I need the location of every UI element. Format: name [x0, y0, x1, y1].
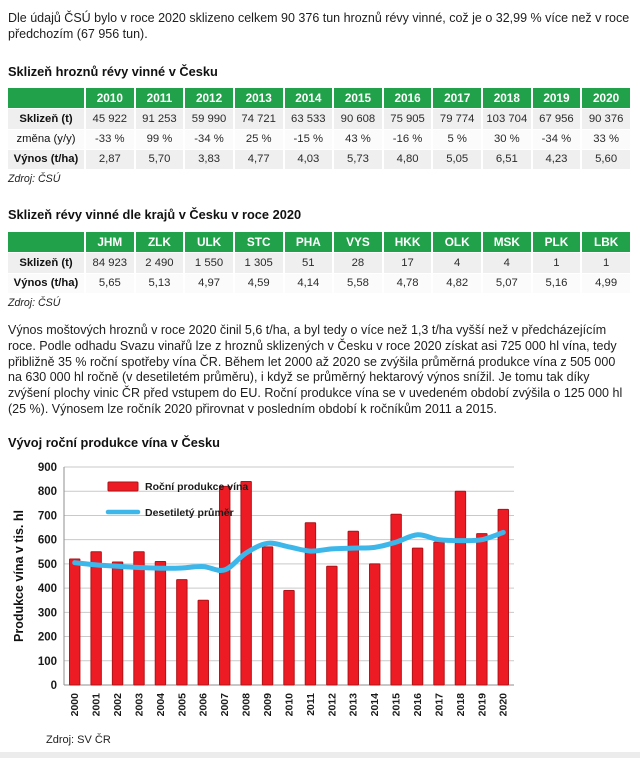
y-tick-label: 500 — [37, 558, 57, 571]
table-row — [8, 150, 630, 169]
table-cell: 91 253 — [136, 109, 184, 128]
table-cell: -33 % — [86, 130, 134, 149]
table-row — [8, 130, 630, 149]
table-cell: -34 % — [533, 130, 581, 149]
table-cell: 4 — [483, 253, 531, 272]
x-tick-label: 2018 — [454, 692, 467, 717]
bar — [284, 590, 294, 684]
y-tick-label: 300 — [37, 607, 57, 620]
bar — [434, 542, 444, 685]
x-tick-label: 2003 — [133, 692, 146, 717]
table-cell: 4,14 — [285, 274, 333, 293]
chart-title: Vývoj roční produkce vína v Česku — [8, 434, 220, 450]
table-cell: 84 923 — [86, 253, 134, 272]
column-header: JHM — [86, 232, 134, 253]
column-header: ULK — [185, 232, 233, 253]
column-header: ZLK — [136, 232, 184, 253]
table-cell: 17 — [384, 253, 432, 272]
row-label: Výnos (t/ha) — [8, 274, 84, 293]
table-cell: 103 704 — [483, 109, 531, 128]
table-cell: 5,65 — [86, 274, 134, 293]
column-header: 2017 — [433, 88, 481, 109]
table-cell: 90 376 — [582, 109, 630, 128]
x-tick-label: 2013 — [347, 692, 360, 717]
bar — [477, 533, 487, 684]
table-cell: 4,80 — [384, 150, 432, 169]
table-cell: 63 533 — [285, 109, 333, 128]
table-cell: 5 % — [433, 130, 481, 149]
table-cell: 4,99 — [582, 274, 630, 293]
table2-title: Sklizeň révy vinné dle krajů v Česku v roce 2020 — [8, 207, 302, 223]
column-header: 2019 — [533, 88, 581, 109]
column-header: PHA — [285, 232, 333, 253]
column-header: 2014 — [285, 88, 333, 109]
y-tick-label: 900 — [37, 461, 57, 474]
bar — [91, 552, 101, 685]
y-tick-label: 600 — [37, 534, 57, 547]
column-header: HKK — [384, 232, 432, 253]
y-tick-label: 700 — [37, 510, 57, 523]
y-axis-labels — [38, 462, 57, 692]
x-tick-label: 2011 — [304, 692, 317, 716]
row-label: Výnos (t/ha) — [8, 150, 84, 169]
bar — [455, 491, 465, 685]
table-cell: -34 % — [185, 130, 233, 149]
bar — [241, 481, 251, 684]
legend-bar-label: Roční produkce vína — [145, 480, 249, 493]
bar — [112, 562, 122, 685]
table-cell: 79 774 — [433, 109, 481, 128]
table-cell: 1 305 — [235, 253, 283, 272]
table-cell: 6,51 — [483, 150, 531, 169]
table-row — [8, 109, 630, 128]
x-tick-label: 2006 — [197, 692, 210, 717]
bar — [198, 600, 208, 685]
table-cell: 2 490 — [136, 253, 184, 272]
x-tick-label: 2010 — [283, 692, 296, 717]
table-cell: 4,97 — [185, 274, 233, 293]
x-tick-label: 2001 — [90, 692, 103, 717]
y-tick-label: 100 — [37, 655, 57, 668]
legend-line-label: Desetiletý průměr — [145, 506, 234, 519]
column-header: 2018 — [483, 88, 531, 109]
chart-source: Zdroj: SV ČR — [46, 733, 111, 746]
table-body — [8, 253, 630, 292]
x-axis-labels — [69, 693, 510, 717]
bar — [305, 523, 315, 685]
bar — [262, 547, 272, 685]
corner-cell — [8, 88, 84, 109]
table-cell: -16 % — [384, 130, 432, 149]
bar — [177, 579, 187, 684]
column-header: 2020 — [582, 88, 630, 109]
table-cell: 5,70 — [136, 150, 184, 169]
table-cell: 45 922 — [86, 109, 134, 128]
row-label: Sklizeň (t) — [8, 253, 84, 272]
table-cell: 59 990 — [185, 109, 233, 128]
column-header: 2013 — [235, 88, 283, 109]
table-cell: 4 — [433, 253, 481, 272]
column-header: PLK — [533, 232, 581, 253]
column-header: 2016 — [384, 88, 432, 109]
table1-source: Zdroj: ČSÚ — [8, 173, 61, 186]
legend-bar-swatch — [108, 482, 138, 491]
wine-production-chart — [8, 457, 548, 729]
table-cell: 43 % — [334, 130, 382, 149]
table-cell: 2,87 — [86, 150, 134, 169]
column-header: 2015 — [334, 88, 382, 109]
column-header: OLK — [433, 232, 481, 253]
table-cell: 99 % — [136, 130, 184, 149]
table-cell: 5,73 — [334, 150, 382, 169]
x-tick-label: 2004 — [154, 692, 167, 717]
table-cell: 5,60 — [582, 150, 630, 169]
table-cell: 5,07 — [483, 274, 531, 293]
bar — [370, 564, 380, 685]
row-label: Sklizeň (t) — [8, 109, 84, 128]
intro-paragraph: Dle údajů ČSÚ bylo v roce 2020 sklizeno celkem 90 376 tun hroznů révy vinné, což je o 32,99 % více než v roce předchozím (67 956 tun). — [8, 11, 630, 41]
analysis-paragraph: Výnos moštových hroznů v roce 2020 činil 5,6 t/ha, a byl tedy o více než 1,3 t/ha vyšší než v předcházejícím roce. Podle odhadu Svazu vinařů lze z hroznů sklizených v Česku v roce 2020 získat asi 725 000 hl vína, tedy přibližně 35 % roční spotřeby vína ČR. Během let 2000 až 2020 se zvýšila průměrná produkce vína z 505 000 na 630 000 hl ročně (v desetiletém průměru), i když se průměrný hektarový výnos snížil. Je tomu tak díky zvýšení plochy vinic ČR před vstupem do EU. Roční produkce vína se v uvedeném období zvýšila o 125 000 hl (25 %). Výnosem lze ročník 2020 přirovnat v posledním období k ročníkům 2011 a 2015. — [8, 323, 623, 416]
table-cell: 51 — [285, 253, 333, 272]
column-header: MSK — [483, 232, 531, 253]
row-label: změna (y/y) — [8, 130, 84, 149]
table-cell: 28 — [334, 253, 382, 272]
x-tick-label: 2016 — [412, 692, 425, 717]
table-cell: 90 608 — [334, 109, 382, 128]
table-head — [8, 88, 630, 109]
table-cell: 67 956 — [533, 109, 581, 128]
table-cell: 4,03 — [285, 150, 333, 169]
table-cell: 4,78 — [384, 274, 432, 293]
x-tick-label: 2000 — [69, 692, 82, 717]
corner-cell — [8, 232, 84, 253]
table-head — [8, 232, 630, 253]
column-header: 2012 — [185, 88, 233, 109]
table-body — [8, 109, 630, 169]
table-cell: 75 905 — [384, 109, 432, 128]
y-axis-title: Produkce vína v tis. hl — [12, 509, 26, 642]
bar — [327, 566, 337, 685]
x-tick-label: 2008 — [240, 692, 253, 717]
table-cell: 4,59 — [235, 274, 283, 293]
x-tick-label: 2009 — [262, 692, 275, 717]
table-row — [8, 253, 630, 272]
table-cell: 74 721 — [235, 109, 283, 128]
x-tick-label: 2007 — [219, 692, 232, 717]
y-tick-label: 0 — [50, 679, 57, 692]
bar — [70, 559, 80, 685]
column-header: VYS — [334, 232, 382, 253]
y-tick-label: 800 — [37, 486, 57, 499]
x-tick-label: 2015 — [390, 692, 403, 717]
column-header: 2010 — [86, 88, 134, 109]
table-cell: 3,83 — [185, 150, 233, 169]
bar — [348, 531, 358, 685]
table1-title: Sklizeň hroznů révy vinné v Česku — [8, 63, 218, 79]
harvest-by-year-table — [6, 87, 632, 171]
column-header: LBK — [582, 232, 630, 253]
table-cell: 5,16 — [533, 274, 581, 293]
table-cell: 33 % — [582, 130, 630, 149]
table-cell: 5,05 — [433, 150, 481, 169]
table-cell: 1 550 — [185, 253, 233, 272]
page-bottom-strip — [0, 752, 640, 758]
table-cell: 4,82 — [433, 274, 481, 293]
x-tick-label: 2019 — [476, 692, 489, 717]
x-tick-label: 2002 — [112, 692, 125, 717]
table-cell: -15 % — [285, 130, 333, 149]
table-cell: 5,58 — [334, 274, 382, 293]
y-tick-label: 400 — [37, 582, 57, 595]
x-tick-label: 2014 — [369, 692, 382, 717]
x-tick-label: 2012 — [326, 692, 339, 717]
bar — [134, 552, 144, 685]
bar — [155, 561, 165, 685]
bar — [412, 548, 422, 685]
chart-container — [8, 457, 632, 748]
table-cell: 4,77 — [235, 150, 283, 169]
table-cell: 1 — [582, 253, 630, 272]
table-cell: 1 — [533, 253, 581, 272]
table-cell: 30 % — [483, 130, 531, 149]
table-cell: 5,13 — [136, 274, 184, 293]
column-header: STC — [235, 232, 283, 253]
table-cell: 4,23 — [533, 150, 581, 169]
x-tick-label: 2017 — [433, 692, 446, 717]
table-cell: 25 % — [235, 130, 283, 149]
column-header: 2011 — [136, 88, 184, 109]
x-tick-label: 2020 — [497, 692, 510, 717]
table-row — [8, 274, 630, 293]
table2-source: Zdroj: ČSÚ — [8, 296, 61, 309]
harvest-by-region-table — [6, 231, 632, 294]
x-tick-label: 2005 — [176, 692, 189, 717]
y-tick-label: 200 — [37, 631, 57, 644]
